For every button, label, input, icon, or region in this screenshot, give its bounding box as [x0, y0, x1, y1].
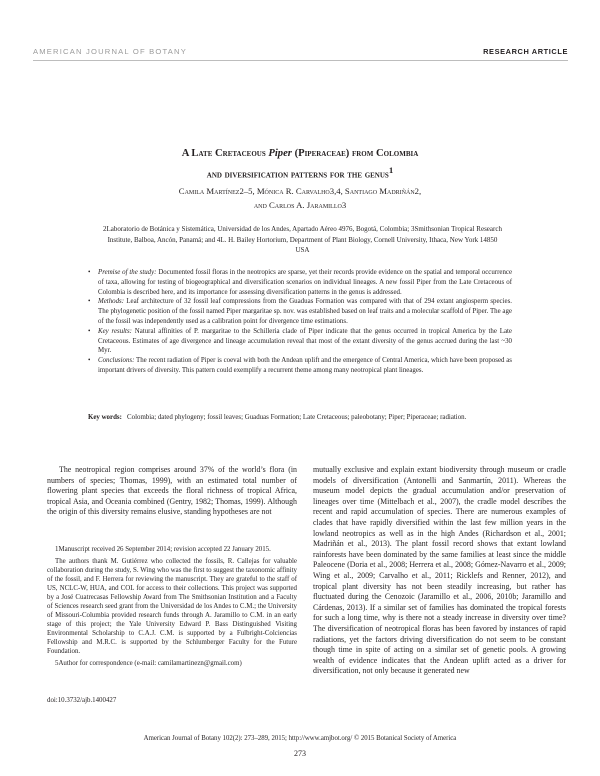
abstract-text: Documented fossil floras in the neotropics are sparse, yet their records provide evidence on the spatial and temporal occurrence of taxa, allowing for testing of biogeographical and diversification scenarios on individual lineages. A new fossil Piper from the Late Cretaceous of Colombia is described here, and its importance for assessing diversification patterns in the genus is addressed. [98, 269, 513, 296]
abstract-label: Key results: [98, 327, 132, 335]
abstract-item [88, 356, 512, 376]
footnote-acknowledgments: The authors thank M. Gutiérrez who collected the fossils, R. Callejas for valuable collaboration during the study, S. Wing who was the first to suggest the taxonomic affinity of the fossil, and F. Herrera for reviewing the manuscript. They are grateful to the staff of US, NCLC-W, HUA, and COL for access to their collections. This project was supported by a José Cuatrecasas Fellowship Award from The Smithsonian Institution and a Faculty of Sciences research seed grant from the Universidad de los Andes to C.M.; the University of Missouri-Columbia provided research funds through A. Jaramillo to C.M. in an early stage of this project; the Yale University Edward P. Bass Distinguished Visiting Environmental Scholarship to C.A.J. C.M. is supported by a Fulbright-Colciencias Fellowship and M.R.C. is supported by the Schlumberger Faculty for the Future Foundation. [47, 558, 297, 655]
header-rule [33, 60, 568, 61]
title-genus: Piper [268, 148, 292, 159]
abstract-text: The recent radiation of Piper is coeval with both the Andean uplift and the emergence of Central America, which have been proposed as important drivers of diversity. This pattern could exemplify a recurrent theme among many neotropical plant lineages. [98, 357, 512, 374]
keywords-text: Colombia; dated phylogeny; fossil leaves; Guaduas Formation; Late Cretaceous; paleobotany; Piper; Piperaceae; radiation. [127, 414, 467, 421]
body-right-column [313, 465, 566, 677]
authors-line1: Camila Martínez2–5, Mónica R. Carvalho3,4, Santiago Madriñán2, [178, 186, 422, 196]
article-title [60, 146, 540, 184]
journal-name: AMERICAN JOURNAL OF BOTANY [33, 47, 187, 56]
title-line2: and diversification patterns for the genus [206, 169, 389, 181]
abstract-label: Premise of the study: [98, 269, 157, 276]
doi: doi:10.3732/ajb.1400427 [47, 697, 117, 704]
keywords [88, 413, 512, 423]
abstract-label: Methods: [98, 298, 125, 306]
page-footer: American Journal of Botany 102(2): 273–289, 2015; http://www.amjbot.org/ © 2015 Botanical Society of America [143, 735, 457, 742]
affiliations: 2Laboratorio de Botánica y Sistemática, Universidad de los Andes, Apartado Aéreo 4976, Bogotá, Colombia; 3Smithsonian Tropical Research Institute, Balboa, Ancón, Panamá; and 4L. H. Bailey Hortorium, Department of Plant Biology, Cornell University, Ithaca, New York 14850 USA [103, 225, 502, 254]
title-part1: A Late Cretaceous [181, 148, 269, 159]
footnote-received: 1Manuscript received 26 September 2014; revision accepted 22 January 2015. [55, 546, 271, 553]
abstract-label: Conclusions: [98, 357, 135, 365]
body-left-column [47, 465, 297, 518]
keywords-label: Key words: [88, 414, 122, 421]
body-paragraph: The neotropical region comprises around 37% of the world’s flora (in numbers of species; Thomas, 1999), with an estimated total number of flowering plant species that exceeds the floral richness of tropical Africa, tropical Asia, and Oceania combined (Gentry, 1982; Thomas, 1999). Although the origin of this diversity remains elusive, standing hypotheses are not [47, 465, 297, 517]
body-paragraph: mutually exclusive and explain extant biodiversity through museum or cradle models of diversification (Antonelli and Sanmartín, 2011). Whereas the museum model depicts the gradual accumulation and/or preservation of lineages over time (Mittelbach et al., 2007), the cradle model describes the recent and rapid accumulation of species. There are numerous examples of clades that have rapidly diversified within the last few million years in the lowland neotropics as well as in the high Andes (Richardson et al., 2001; Madriñán et al., 2013). The plant fossil record shows that extant lowland rainforests have been dominated by the same families at least since the middle Paleocene (Doria et al., 2008; Herrera et al., 2008; Gómez-Navarro et al., 2009; Wing et al., 2009; Carvalho et al., 2011; Ricklefs and Renner, 2012), and tropical plant diversity has not been steadily increasing, but rather has fluctuated during the Cenozoic (Jaramillo et al., 2006, 2010b; Jaramillo and Cárdenas, 2013). If a similar set of families has dominated the tropical forests for such a long time, why is there not a steady increase in diversity over time? The diversification of neotropical floras has been favored by instances of rapid radiations, yet the factors driving diversification do not seem to be constant though time in spite of acting on a similar set of genetic pools. A growing wealth of evidence indicates that the Andean uplift acted as a driver for diversification, not only because it generated new [313, 465, 566, 676]
title-part2: (Piperaceae) from Colombia [291, 148, 419, 159]
abstract-item [88, 268, 512, 297]
title-footnote-mark: 1 [388, 165, 394, 175]
abstract-text: Natural affinities of P. margaritae to the Schilleria clade of Piper indicate that the genus occurred in tropical America by the Late Cretaceous. Estimates of age divergence and lineage accumulation reveal that most of the extant diversity of the genus accrued during the last ~30 Myr. [98, 327, 512, 355]
footnote-correspondence: 5Author for correspondence (e-mail: camilamartinezn@gmail.com) [55, 660, 242, 667]
abstract-text: Leaf architecture of 32 fossil leaf compressions from the Guaduas Formation was compared with that of 294 extant angiosperm species. The phylogenetic position of the fossil named Piper margaritae sp. nov. was established based on leaf traits and a molecular scaffold of Piper. The age of the fossil was independently used as a calibration point for divergence time estimations. [98, 298, 512, 325]
article-type: RESEARCH ARTICLE [483, 47, 568, 56]
abstract-item [88, 327, 512, 356]
authors-line2: and Carlos A. Jaramillo3 [253, 200, 347, 210]
footnotes [47, 545, 297, 671]
page-number: 273 [294, 749, 306, 758]
authors [60, 184, 540, 212]
abstract-item [88, 297, 512, 326]
abstract [88, 268, 512, 376]
